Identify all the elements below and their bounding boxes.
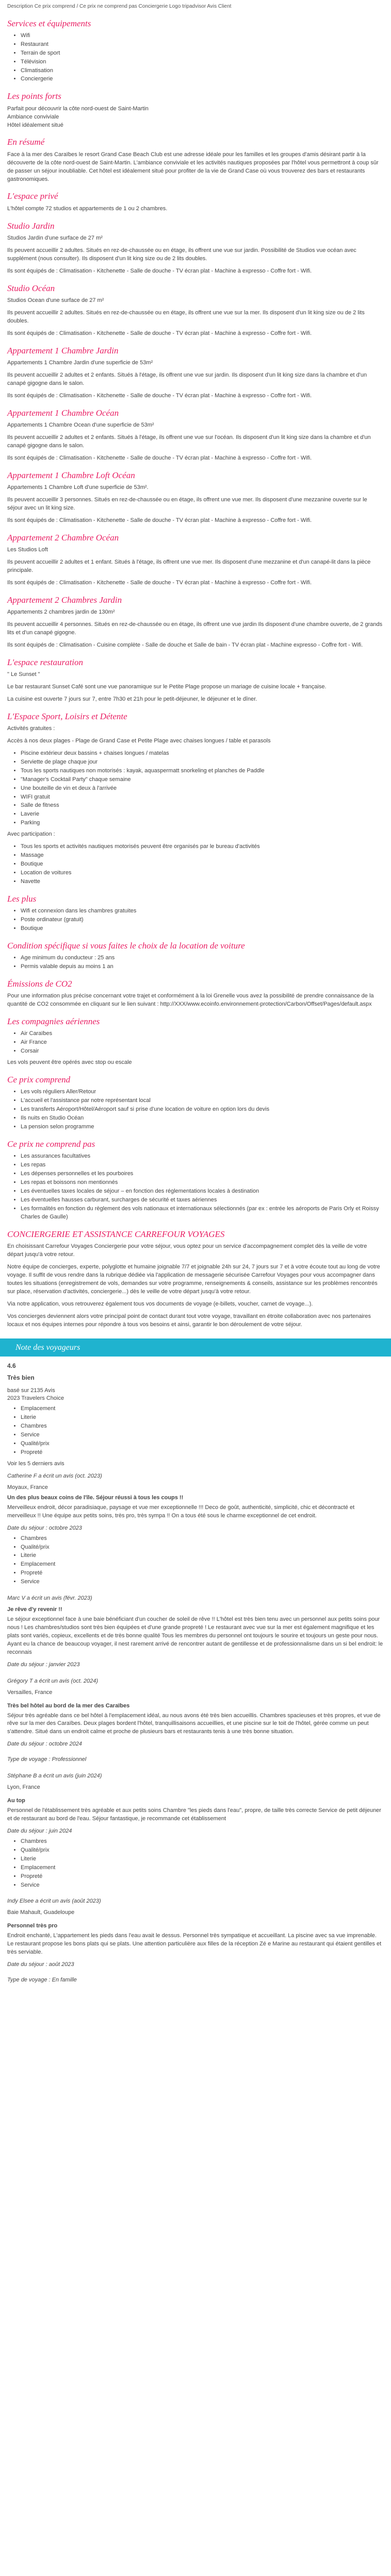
list-item: • Navette	[21, 878, 384, 886]
services-list	[7, 32, 384, 84]
list-item: • Propreté	[21, 1449, 384, 1457]
review-title: Personnel très pro	[7, 1923, 58, 1929]
review-location: Baie Mahault, Guadeloupe	[7, 1909, 75, 1916]
list-item: • Emplacement	[21, 1864, 384, 1872]
app2-ocean-text: Ils peuvent accueillir 2 adultes et 1 enfant. Situés à l'étage, ils offrent une vue mer. Ils disposent d'une mezzanine et d'un canapé-lit dans la pièce principale.	[7, 558, 371, 573]
espace-prive-text: L'hôtel compte 72 studios et appartements de 1 ou 2 chambres.	[7, 205, 168, 212]
last-reviews-link[interactable]: Voir les 5 derniers avis	[7, 1461, 64, 1467]
list-item: • Une bouteille de vin et deux à l'arrivée	[21, 785, 384, 793]
list-item: • Qualité/prix	[21, 1440, 384, 1448]
app2-jardin-equipment: Ils sont équipés de : Climatisation - Cuisine complète - Salle de douche et Salle de bain - TV écran plat - Machine expresso - Coffre fort - Wifi.	[7, 641, 363, 648]
top-description: Description Ce prix comprend / Ce prix ne comprend pas Conciergerie Logo tripadvisor Avis Client	[7, 4, 232, 9]
review-text: Séjour très agréable dans ce bel hôtel à l'emplacement idéal, au nous avons été très bien accueillis. Chambres spacieuses et très propres, et vue de rêve sur la mer des Caraïbes. Deux plages bordent l'hôtel, tranquillisaisons accueillies, et une piscine sur le toit de l'hôtel, gérée comme un peut s'attendre. Situé dans un endroit calme et proche de plusieurs bars et restaurants tenis à une très bonne situation.	[7, 1712, 381, 1735]
review	[7, 1595, 384, 1669]
list-item: • Location de voitures	[21, 869, 384, 877]
review-trip-type: Type de voyage : En famille	[7, 1977, 77, 1984]
list-item: • Literie	[21, 1414, 384, 1422]
list-item: • Parking	[21, 819, 384, 827]
list-item: • Boutique	[21, 860, 384, 869]
list-item: • Emplacement	[21, 1561, 384, 1569]
sport-loisirs-intro2: Accès à nos deux plages - Plage de Grand Case et Petite Plage avec chaises longues / table et parasols	[7, 737, 271, 744]
list-item: • Qualité/prix	[21, 1544, 384, 1552]
free-activities-list	[7, 750, 384, 827]
list-item: • "Manager's Cocktail Party" chaque semaine	[21, 776, 384, 784]
rating-criteria-list	[7, 1405, 384, 1457]
review-location: Versailles, France	[7, 1689, 53, 1696]
sport-loisirs-intro: Activités gratuites :	[7, 725, 55, 732]
list-item: • Restaurant	[21, 41, 384, 49]
review-title: Très bel hôtel au bord de la mer des Caraïbes	[7, 1702, 130, 1709]
text-line: Hôtel idéalement situé	[7, 122, 63, 128]
app1-loft-surface: Appartements 1 Chambre Loft d'une superficie de 53m².	[7, 484, 149, 490]
compagnies-title: Les compagnies aériennes	[7, 1016, 100, 1027]
app1-jardin-surface: Appartements 1 Chambre Jardin d'une superficie de 53m²	[7, 359, 153, 366]
paid-activities-intro: Avec participation :	[7, 831, 55, 838]
list-item: • Service	[21, 1431, 384, 1439]
restauration-title: L'espace restauration	[7, 657, 84, 667]
list-item: • Les dépenses personnelles et les pourboires	[21, 1170, 384, 1178]
review-author: Marc V a écrit un avis (févr. 2023)	[7, 1595, 92, 1602]
review-stay-date: Date du séjour : août 2023	[7, 1961, 74, 1968]
app2-jardin-text: Ils peuvent accueillir 4 personnes. Situés en rez-de-chaussée ou en étage, ils offrent une vue jardin Ils disposent d'une chambre ouverte, de 2 grands lits et d'un canapé gigogne.	[7, 621, 383, 636]
list-item: • Massage	[21, 852, 384, 860]
conciergerie-title: CONCIERGERIE ET ASSISTANCE CARREFOUR VOYAGES	[7, 1229, 225, 1239]
app2-ocean-surface: Les Studios Loft	[7, 546, 48, 553]
list-item: • Conciergerie	[21, 75, 384, 83]
list-item: • Corsair	[21, 1047, 384, 1056]
studio-ocean-surface: Studios Ocean d'une surface de 27 m²	[7, 297, 104, 303]
list-item: • Propreté	[21, 1569, 384, 1578]
list-item: • Terrain de sport	[21, 49, 384, 58]
list-item: • Literie	[21, 1552, 384, 1560]
studio-jardin-text: Ils peuvent accueillir 2 adultes. Situés en rez-de-chaussée ou en étage, ils offrent une vue sur jardin. Possibilité de Studios vue océan avec supplément (nous consulter). Ils disposent d'un lit king size ou de 2 lits doubles.	[7, 247, 356, 262]
list-item: • Boutique	[21, 925, 384, 933]
rating-summary	[7, 1362, 384, 1468]
review-author: Indy Elsee a écrit un avis (août 2023)	[7, 1898, 101, 1905]
list-item: • Air France	[21, 1039, 384, 1047]
restauration-hours: La cuisine est ouverte 7 jours sur 7, entre 7h30 et 21h pour le petit-déjeuner, le déjeuner et le dîner.	[7, 696, 257, 702]
list-item: • Propreté	[21, 1873, 384, 1881]
list-item: • Service	[21, 1578, 384, 1586]
review-criteria-list	[7, 1535, 384, 1587]
list-item: • Les repas	[21, 1161, 384, 1170]
list-item: • Permis valable depuis au moins 1 an	[21, 963, 384, 971]
conciergerie-text4: Vos concierges deviennent alors votre principal point de contact durant tout votre voyage, travaillant en étroite collaboration avec nos partenaires locaux et nos équipes internes pour répondre à tous vos besoins et ainsi, garantir le bon déroulement de votre séjour.	[7, 1313, 371, 1328]
review-stay-date: Date du séjour : juin 2024	[7, 1827, 72, 1834]
points-forts-title: Les points forts	[7, 91, 61, 101]
review-title: Un des plus beaux coins de l'île. Séjour réussi à tous les coups !!	[7, 1494, 184, 1501]
review-criteria-list	[7, 1838, 384, 1890]
compagnies-list	[7, 1030, 384, 1056]
restauration-subtitle: " Le Sunset "	[7, 671, 40, 677]
conciergerie-text2: Notre équipe de concierges, experte, polyglotte et humaine joignable 7/7 et joignable 24h sur 24, 7 jours sur 7 et à votre écoute tout au long de votre voyage. Il suffit de vous rendre dans la rubrique dédiée via l'application de messagerie sécurisée Carrefour Voyages pour vous accompagner dans toutes les situations (enregistrement de vols, demandes sur votre programme, renseignements & conseils, assistance sur les problèmes rencontrés sur place, réservation d'activités, conciergerie...) dès le veille de votre départ jusqu'à votre retour.	[7, 1264, 380, 1295]
list-item: • Poste ordinateur (gratuit)	[21, 916, 384, 924]
list-item: • Wifi et connexion dans les chambres gratuites	[21, 907, 384, 916]
condition-title: Condition spécifique si vous faites le choix de la location de voiture	[7, 940, 245, 951]
review	[7, 1772, 384, 1889]
resume-text: Face à la mer des Caraïbes le resort Grand Case Beach Club est une adresse idéale pour les familles et les groupes d'amis désirant partir à la découverte de la côte nord-ouest de Saint-Martin. L'ambiance conviviale et les activités nautiques proposées par l'hôtel vous permettront à coup sûr de passer un séjour inoubliable. Cet hôtel est idéalement situé pour profiter de la vie de Grand Case où vous trouverez des bars et restaurants gastronomiques.	[7, 151, 379, 182]
studio-ocean-title: Studio Océan	[7, 283, 55, 293]
notes-header: Note des voyageurs	[0, 1338, 391, 1357]
studio-jardin-surface: Studios Jardin d'une surface de 27 m²	[7, 234, 103, 241]
services-title: Services et équipements	[7, 18, 91, 28]
review-author: Catherine F a écrit un avis (oct. 2023)	[7, 1472, 102, 1479]
list-item: • Les vols réguliers Aller/Retour	[21, 1088, 384, 1096]
review	[7, 1472, 384, 1586]
review	[7, 1677, 384, 1765]
text-line: Ambiance conviviale	[7, 113, 59, 120]
review-title: Au top	[7, 1798, 25, 1804]
list-item: • Chambres	[21, 1422, 384, 1431]
list-item: • Piscine extérieur deux bassins + chaises longues / matelas	[21, 750, 384, 758]
app1-ocean-equipment: Ils sont équipés de : Climatisation - Kitchenette - Salle de douche - TV écran plat - Machine à expresso - Coffre fort - Wifi.	[7, 454, 312, 461]
prix-ne-comprend-title: Ce prix ne comprend pas	[7, 1139, 95, 1149]
app1-loft-text: Ils peuvent accueillir 3 personnes. Situés en rez-de-chaussée ou en étage, ils offrent une vue mer. Ils disposent d'une mezzanine ouverte sur le séjour avec un lit king size.	[7, 496, 367, 511]
list-item: • Serviette de plage chaque jour	[21, 758, 384, 767]
review-text: Le séjour exceptionnel face à une baie bénéficiant d'un coucher de soleil de rêve !! L'hôtel est très bien tenu avec un personnel aux petits soins pour nous ! Les chambres/studios sont très bien équipées et d'une grande propreté ! Le restaurant avec vue sur la mer est également magnifique et les plats sont variés, copieux, excellents et de très bonne qualité Tous les membres du personnel ont toujours le sourire et toujours un geste pour nous. Ayant eu la chance de beaucoup voyager, il nest rarement arrivé de rencontrer autant de gentillesse et de professionnalisme dans un si bel endroit: le reconnais	[7, 1616, 383, 1655]
list-item: • Service	[21, 1882, 384, 1890]
prix-comprend-list	[7, 1088, 384, 1131]
plus-list	[7, 907, 384, 933]
list-item: • Wifi	[21, 32, 384, 40]
studio-jardin-title: Studio Jardin	[7, 221, 55, 231]
list-item: • Air Caraïbes	[21, 1030, 384, 1038]
list-item: • Les assurances facultatives	[21, 1153, 384, 1161]
rating-label: Très bien	[7, 1374, 35, 1382]
list-item: • Télévision	[21, 58, 384, 66]
review-title: Je rêve d'y revenir !!	[7, 1606, 62, 1613]
conciergerie-text: En choisissant Carrefour Voyages Conciergerie pour votre séjour, vous optez pour un service d'accompagnement complet dès la veille de votre départ jusqu'à votre retour.	[7, 1243, 367, 1258]
list-item: • Laverie	[21, 810, 384, 819]
app1-jardin-equipment: Ils sont équipés de : Climatisation - Kitchenette - Salle de douche - TV écran plat - Machine à expresso - Coffre fort - Wifi.	[7, 392, 312, 399]
review-text: Endroit enchanté, L'appartement les pieds dans l'eau avait le dessus. Personnel très sympatique et accueillant. La piscine avec sa vue imprenable. Le restaurant propose les bons plats qui se plats. Une attention particulière aux filles de la réception Zé e Marine au restaurant qui étaient gentilles et très serviable.	[7, 1933, 382, 1956]
app1-ocean-surface: Appartements 1 Chambre Ocean d'une superficie de 53m²	[7, 421, 154, 428]
list-item: • Ils nuits en Studio Océan	[21, 1114, 384, 1123]
prix-comprend-title: Ce prix comprend	[7, 1075, 71, 1085]
list-item: • Chambres	[21, 1838, 384, 1846]
points-forts-text	[7, 105, 384, 130]
prix-ne-comprend-list	[7, 1153, 384, 1222]
espace-prive-title: L'espace privé	[7, 191, 58, 201]
list-item: • Salle de fitness	[21, 802, 384, 810]
review-stay-date: Date du séjour : octobre 2023	[7, 1524, 82, 1531]
plus-title: Les plus	[7, 893, 37, 904]
review-location: Moyaux, France	[7, 1484, 48, 1490]
compagnies-note: Les vols peuvent être opérés avec stop ou escale	[7, 1059, 132, 1066]
app2-jardin-title: Appartement 2 Chambres Jardin	[7, 595, 122, 605]
condition-list	[7, 954, 384, 971]
studio-ocean-text: Ils peuvent accueillir 2 adultes. Situés en rez-de-chaussée ou en étage, ils offrent une vue sur la mer. Ils disposent d'un lit king size ou de 2 lits doubles.	[7, 309, 365, 324]
review-location: Lyon, France	[7, 1784, 40, 1791]
app1-loft-equipment: Ils sont équipés de : Climatisation - Kitchenette - Salle de douche - TV écran plat - Machine à expresso - Coffre fort - Wifi.	[7, 517, 312, 523]
review-author: Grégory T a écrit un avis (oct. 2024)	[7, 1677, 99, 1684]
conciergerie-text3: Via notre application, vous retrouverez également tous vos documents de voyage (e-billets, voucher, carnet de voyage...).	[7, 1300, 313, 1307]
app1-ocean-title: Appartement 1 Chambre Océan	[7, 408, 119, 418]
resume-title: En résumé	[7, 137, 45, 147]
text-line: Parfait pour découvrir la côte nord-ouest de Saint-Martin	[7, 105, 149, 112]
rating-source: 2023 Travelers Choice	[7, 1395, 64, 1402]
review-stay-date: Date du séjour : octobre 2024	[7, 1741, 82, 1748]
list-item: • Les éventuelles hausses carburant, surcharges de sécurité et taxes aériennes	[21, 1196, 384, 1205]
review-stay-date: Date du séjour : janvier 2023	[7, 1661, 80, 1668]
app2-ocean-title: Appartement 2 Chambre Océan	[7, 532, 119, 543]
sport-loisirs-title: L'Espace Sport, Loisirs et Détente	[7, 711, 127, 721]
list-item: • Age minimum du conducteur : 25 ans	[21, 954, 384, 962]
rating-count: basé sur 2135 Avis	[7, 1387, 55, 1394]
list-item: • L'accueil et l'assistance par notre représentant local	[21, 1097, 384, 1105]
emissions-text: Pour une information plus précise concernant votre trajet et conformément à la loi Grenelle vous avez la possibilité de prendre connaissance de la quantité de CO2 consommée en cliquant sur le lien suivant : http://XXX/www.ecoinfo.environnement-protection/Carbon/Offset/Pages/default.aspx	[7, 993, 374, 1008]
app1-jardin-text: Ils peuvent accueillir 2 adultes et 2 enfants. Situés à l'étage, ils offrent une vue sur jardin. Ils disposent d'un lit king size dans la chambre et d'un canapé gigogne dans le salon.	[7, 371, 367, 386]
review-author: Stéphane B a écrit un avis (juin 2024)	[7, 1773, 102, 1780]
review-text: Personnel de l'établissement très agréable et aux petits soins Chambre "les pieds dans l'eau", propre, de taille très correcte Service de petit déjeuner et de restaurant au bord de l'eau. Séjour fantastique, je recommande cet établissement	[7, 1807, 381, 1822]
list-item: • La pension selon programme	[21, 1123, 384, 1131]
paid-activities-list	[7, 843, 384, 886]
list-item: • Les transferts Aéroport/Hôtel/Aéroport sauf si prise d'une location de voiture en option lors du devis	[21, 1106, 384, 1114]
review-text: Merveilleux endroit, décor paradisiaque, paysage et vue mer exceptionnelle !!! Deco de goût, authenticité, simplicité, chic et décontracté et merveilleux !! Une équipe aux petits soins, très pro, très sympa !! On a tous été sous le charme exceptionnel de cet endroit.	[7, 1504, 355, 1519]
studio-ocean-equipment: Ils sont équipés de : Climatisation - Kitchenette - Salle de douche - TV écran plat - Machine à expresso - Coffre fort - Wifi.	[7, 330, 312, 336]
list-item: • Tous les sports et activités nautiques motorisés peuvent être organisés par le bureau d'activités	[21, 843, 384, 851]
list-item: • WIFI gratuit	[21, 793, 384, 802]
app1-ocean-text: Ils peuvent accueillir 2 adultes et 2 enfants. Situés à l'étage, ils offrent une vue sur l'océan. Ils disposent d'un lit king size dans la chambre et d'un canapé gigogne dans le salon.	[7, 434, 371, 449]
list-item: • Climatisation	[21, 67, 384, 75]
list-item: • Chambres	[21, 1535, 384, 1543]
list-item: • Les formalités en fonction du règlement des vols nationaux et internationaux sélectionnés (par ex : entrée les aéroports de Paris Orly et Roissy Charles de Gaulle)	[21, 1205, 384, 1222]
review-trip-type: Type de voyage : Professionnel	[7, 1756, 87, 1763]
list-item: • Les éventuelles taxes locales de séjour – en fonction des réglementations locales à destination	[21, 1188, 384, 1196]
app2-jardin-surface: Appartements 2 chambres jardin de 130m²	[7, 608, 115, 615]
rating-value: 4.6	[7, 1362, 16, 1369]
list-item: • Les repas et boissons non mentionnés	[21, 1179, 384, 1187]
list-item: • Tous les sports nautiques non motorisés : kayak, aquaspermatt snorkeling et planches de Paddle	[21, 767, 384, 775]
app1-jardin-title: Appartement 1 Chambre Jardin	[7, 345, 119, 355]
app1-loft-title: Appartement 1 Chambre Loft Océan	[7, 470, 135, 480]
list-item: • Emplacement	[21, 1405, 384, 1413]
list-item: • Qualité/prix	[21, 1846, 384, 1855]
list-item: • Literie	[21, 1855, 384, 1863]
app2-ocean-equipment: Ils sont équipés de : Climatisation - Kitchenette - Salle de douche - TV écran plat - Machine à expresso - Coffre fort - Wifi.	[7, 579, 312, 586]
studio-jardin-equipment: Ils sont équipés de : Climatisation - Kitchenette - Salle de douche - TV écran plat - Machine à expresso - Coffre fort - Wifi.	[7, 267, 312, 274]
review	[7, 1897, 384, 1985]
restauration-text: Le bar restaurant Sunset Café sont une vue panoramique sur le Petite Plage propose un mariage de cuisine locale + française.	[7, 683, 327, 690]
emissions-title: Émissions de CO2	[7, 979, 72, 989]
